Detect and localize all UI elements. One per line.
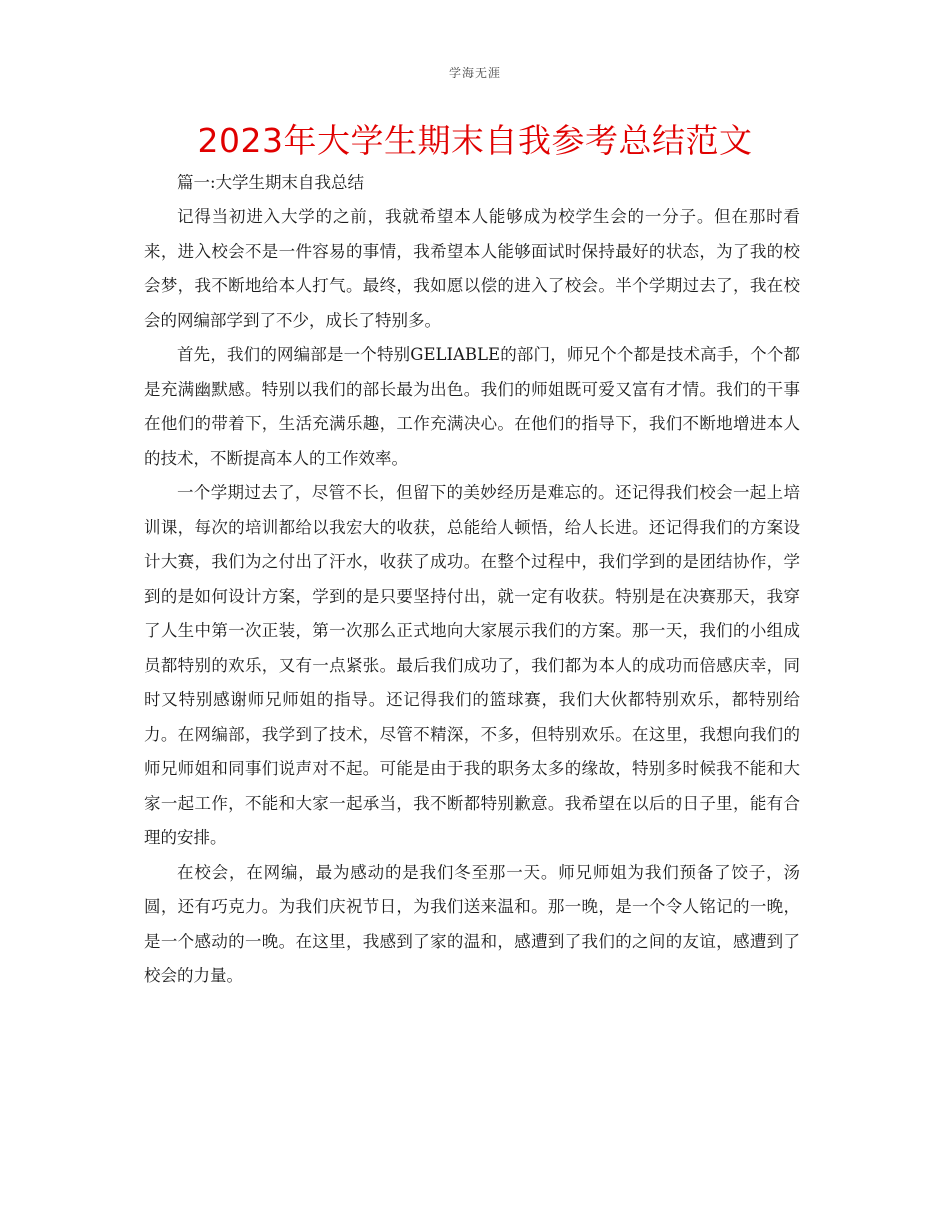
paragraph-4: 在校会，在网编，最为感动的是我们冬至那一天。师兄师姐为我们预备了饺子，汤圆，还有巧克力。为我们庆祝节日，为我们送来温和。那一晚，是一个令人铭记的一晚，是一个感动的一晚。在这里，我感到了家的温和，感遭到了我们的之间的友谊，感遭到了校会的力量。 xyxy=(144,862,800,985)
document-body xyxy=(144,166,800,994)
paragraph-1: 记得当初进入大学的之前，我就希望本人能够成为校学生会的一分子。但在那时看来，进入校会不是一件容易的事情，我希望本人能够面试时保持最好的状态，为了我的校会梦，我不断地给本人打气。最终，我如愿以偿的进入了校会。半个学期过去了，我在校会的网编部学到了不少，成长了特别多。 xyxy=(144,207,800,330)
section-subtitle: 篇一:大学生期末自我总结 xyxy=(177,173,365,192)
document-title: 2023年大学生期末自我参考总结范文 xyxy=(197,121,753,160)
paragraph-2: 首先，我们的网编部是一个特别GELIABLE的部门，师兄个个都是技术高手，个个都是充满幽默感。特别以我们的部长最为出色。我们的师姐既可爱又富有才情。我们的干事在他们的带着下，生活充满乐趣，工作充满决心。在他们的指导下，我们不断地增进本人的技术，不断提高本人的工作效率。 xyxy=(144,345,800,468)
paragraph-3: 一个学期过去了，尽管不长，但留下的美妙经历是难忘的。还记得我们校会一起上培训课，每次的培训都给以我宏大的收获，总能给人顿悟，给人长进。还记得我们的方案设计大赛，我们为之付出了汗水，收获了成功。在整个过程中，我们学到的是团结协作，学到的是如何设计方案，学到的是只要坚持付出，就一定有收获。特别是在决赛那天，我穿了人生中第一次正装，第一次那么正式地向大家展示我们的方案。那一天，我们的小组成员都特别的欢乐，又有一点紧张。最后我们成功了，我们都为本人的成功而倍感庆幸，同时又特别感谢师兄师姐的指导。还记得我们的篮球赛，我们大伙都特别欢乐，都特别给力。在网编部，我学到了技术，尽管不精深，不多，但特别欢乐。在这里，我想向我们的师兄师姐和同事们说声对不起。可能是由于我的职务太多的缘故，特别多时候我不能和大家一起工作，不能和大家一起承当，我不断都特别歉意。我希望在以后的日子里，能有合理的安排。 xyxy=(144,483,800,847)
page-header: 学海无涯 xyxy=(448,66,501,80)
